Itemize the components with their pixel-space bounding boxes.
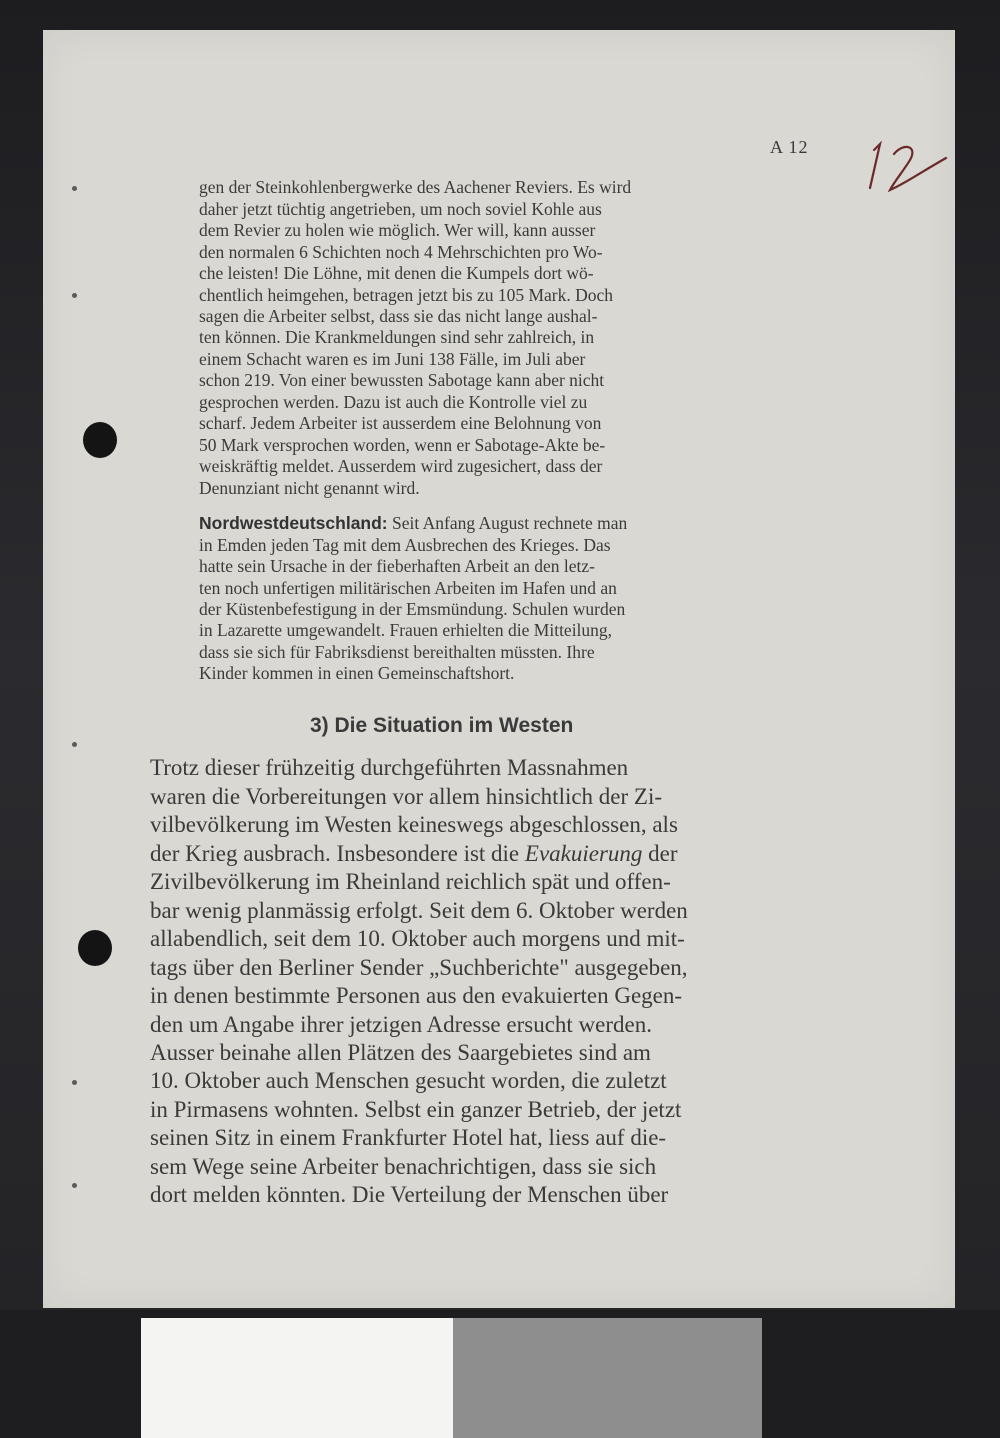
text-line: bar wenig planmässig erfolgt. Seit dem 6. Oktober werden <box>150 898 688 923</box>
region-first-line-text: Seit Anfang August rechnete man <box>387 513 628 533</box>
text-line: dem Revier zu holen wie möglich. Wer will, kann ausser <box>199 220 596 240</box>
text-line: in Lazarette umgewandelt. Frauen erhielten die Mitteilung, <box>199 620 613 640</box>
margin-speck <box>72 1080 77 1085</box>
italic-word: Evakuierung <box>524 841 643 866</box>
text-line: tags über den Berliner Sender „Suchberichte" ausgegeben, <box>150 955 688 980</box>
text-line: Denunziant nicht genannt wird. <box>199 478 420 498</box>
margin-speck <box>72 1183 77 1188</box>
text-segment: der <box>642 841 678 866</box>
text-line: Zivilbevölkerung im Rheinland reichlich spät und offen- <box>150 869 671 894</box>
text-line: waren die Vorbereitungen vor allem hinsichtlich der Zi- <box>150 784 663 809</box>
text-segment: der Krieg ausbrach. Insbesondere ist die <box>150 841 525 866</box>
text-line: in denen bestimmte Personen aus den evakuierten Gegen- <box>150 983 683 1008</box>
text-line: scharf. Jedem Arbeiter ist ausserdem eine Belohnung von <box>199 413 602 433</box>
text-line: dass sie sich für Fabriksdienst bereithalten müssten. Ihre <box>199 642 595 662</box>
text-line: 50 Mark versprochen worden, wenn er Sabotage-Akte be- <box>199 435 606 455</box>
calibration-card-white <box>141 1318 453 1438</box>
text-line: ten noch unfertigen militärischen Arbeiten im Hafen und an <box>199 578 617 598</box>
region-paragraph-first-line <box>199 513 627 534</box>
text-line: gesprochen werden. Dazu ist auch die Kontrolle viel zu <box>199 392 588 412</box>
text-line: dort melden könnten. Die Verteilung der Menschen über <box>150 1182 669 1207</box>
text-line: sagen die Arbeiter selbst, dass sie das nicht lange aushal- <box>199 306 598 326</box>
text-line: seinen Sitz in einem Frankfurter Hotel hat, liess auf die- <box>150 1125 667 1150</box>
region-lead: Nordwestdeutschland: <box>199 513 388 533</box>
margin-speck <box>72 186 77 191</box>
text-line: daher jetzt tüchtig angetrieben, um noch soviel Kohle aus <box>199 199 602 219</box>
text-line: che leisten! Die Löhne, mit denen die Kumpels dort wö- <box>199 263 594 283</box>
text-line: ten können. Die Krankmeldungen sind sehr zahlreich, in <box>199 327 595 347</box>
text-line: allabendlich, seit dem 10. Oktober auch morgens und mit- <box>150 926 685 951</box>
margin-speck <box>72 293 77 298</box>
handwritten-page-number <box>860 138 950 198</box>
text-line: gen der Steinkohlenbergwerke des Aachener Reviers. Es wird <box>199 177 632 197</box>
text-line: Trotz dieser frühzeitig durchgeführten Massnahmen <box>150 755 629 780</box>
text-line: in Pirmasens wohnten. Selbst ein ganzer Betrieb, der jetzt <box>150 1097 682 1122</box>
text-line: sem Wege seine Arbeiter benachrichtigen, dass sie sich <box>150 1154 657 1179</box>
text-line: 10. Oktober auch Menschen gesucht worden, die zuletzt <box>150 1068 667 1093</box>
text-line: den um Angabe ihrer jetzigen Adresse ersucht werden. <box>150 1012 652 1037</box>
text-line: vilbevölkerung im Westen keineswegs abgeschlossen, als <box>150 812 678 837</box>
punch-hole-bottom <box>78 930 112 966</box>
text-line: chentlich heimgehen, betragen jetzt bis zu 105 Mark. Doch <box>199 285 614 305</box>
text-line: den normalen 6 Schichten noch 4 Mehrschichten pro Wo- <box>199 242 603 262</box>
text-line: schon 219. Von einer bewussten Sabotage kann aber nicht <box>199 370 605 390</box>
text-line: Ausser beinahe allen Plätzen des Saargebietes sind am <box>150 1040 651 1065</box>
text-line: weiskräftig meldet. Ausserdem wird zugesichert, dass der <box>199 456 603 476</box>
punch-hole-top <box>83 422 117 458</box>
text-line: einem Schacht waren es im Juni 138 Fälle, im Juli aber <box>199 349 586 369</box>
margin-speck <box>72 742 77 747</box>
page-number: A 12 <box>770 137 809 157</box>
section-heading: 3) Die Situation im Westen <box>310 714 574 737</box>
text-line: in Emden jeden Tag mit dem Ausbrechen des Krieges. Das <box>199 535 611 555</box>
text-line-with-italic <box>150 841 678 867</box>
text-line: Kinder kommen in einen Gemeinschaftshort. <box>199 663 515 683</box>
calibration-card-gray <box>453 1318 762 1438</box>
text-line: der Küstenbefestigung in der Emsmündung. Schulen wurden <box>199 599 626 619</box>
text-line: hatte sein Ursache in der fieberhaften Arbeit an den letz- <box>199 556 595 576</box>
